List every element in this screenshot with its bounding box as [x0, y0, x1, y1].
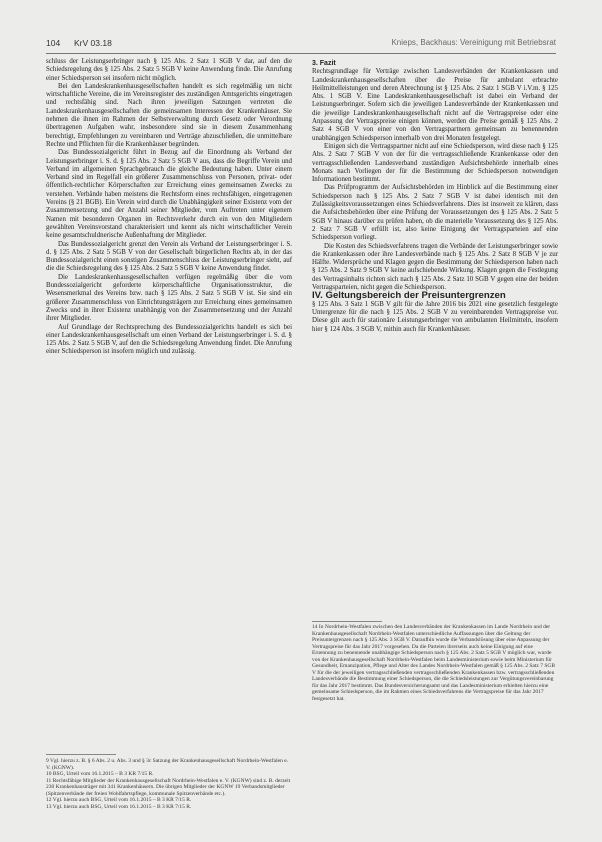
paragraph: Das Bundessozialgericht grenzt den Verein als Verband der Leistungserbringer i. S. d. § 125 Abs. 2 Satz 5 SGB V von der Gesellschaft bürgerlichen Rechts ab, in der das Bundessozialgericht einen sonstigen Zusammenschluss der Leistungserbringer sieht, auf die die Schiedsregelung des § 125 Abs. 2 Satz 5 SGB V keine Anwendung findet.: [46, 240, 292, 273]
paragraph: schluss der Leistungserbringer nach § 125 Abs. 2 Satz 1 SGB V dar, auf den die Schiedsregelung des § 125 Abs. 2 Satz 5 SGB V keine Anwendung finde. Die Anrufung einer Schiedsperson sei insofern nicht möglich.: [46, 58, 292, 82]
paragraph: Das Prüfprogramm der Aufsichtsbehörden im Hinblick auf die Bestimmung einer Schiedsperson nach § 125 Abs. 2 Satz 7 SGB V ist dabei identisch mit den Zulässigkeitsvoraussetzungen eines Schiedsverfahrens. Dies ist insoweit zu klären, dass die Aufsichtsbehörden über eine Prüfung der Voraussetzungen des § 125 Abs. 2 Satz 5 SGB V hinaus darüber zu prüfen haben, ob die materielle Voraussetzung des § 125 Abs. 2 Satz 7 SGB V erfüllt ist, also keine Einigung der Vertragsparteien auf eine Schiedsperson vorliegt.: [312, 184, 558, 242]
footnote: 14 In Nordrhein-Westfalen zwischen den Landesverbänden der Krankenkassen im Lande Nordrhein und der Krankenhausgesellschaft Nordrhein-Westfalen unterschiedliche Auffassungen über die Geltung der Preisuntergrenzen nach § 125 Abs. 3 SGB V. Daraufhin wurde die Verbandslösung über eine Anpassung der Vertragspreise für das Jahr 2017 vorgesehen. Da die Parteien ihrerseits auch keine Einigung auf eine Ernennung zu benennende unabhängige Schiedsperson nach § 125 Abs. 2 Satz 5 SGB V möglich war, wurde von der Krankenhausgesellschaft Nordrhein-Westfalen beim Landesministerium sowie beim Ministerium für Gesundheit, Emanzipation, Pflege und Alter des Landes Nordrhein-Westfalen gemäß § 125 Abs. 2 Satz 7 SGB V für die der jeweiligen vertragsschließenden vertragsschließenden Krankenkassen bzw. vertragsschließenden Landesverbände die Bestimmung einer Schiedsperson, die die Schiedsleistungen zur Vergütungsvereinbarung für das Jahr 2017 bestimmt. Das Bundesversicherungsamt und das Landesministerium erhielten hierzu eine gemeinsame Schiedsperson, die im Rahmen eines Schiedsverfahrens die Vertragspreise für das Jahr 2017 festgesetzt hat.: [312, 624, 556, 702]
running-title: Knieps, Backhaus: Vereinigung mit Betriebsrat: [391, 38, 556, 47]
footnote-rule: [46, 754, 116, 755]
paragraph: Bei den Landeskrankenhausgesellschaften handelt es sich regelmäßig um nicht wirtschaftliche Vereine, die im Vereinsregister des zuständigen Amtsgerichts eingetragen und rechtsfähig sind. Nach ihren jeweiligen Satzungen vertreten die Landeskrankenhausgesellschaften die gemeinsamen Interessen der Krankenhäuser. Sie nehmen die ihnen im Rahmen der Selbstverwaltung durch Gesetz oder Verordnung übertragenen Aufgaben wahr, insbesondere sind sie in diesem Zusammenhang berechtigt, Empfehlungen zu vereinbaren und Verträge abzuschließen, die unmittelbare Rechte und Pflichten für die Krankenhäuser begründen.: [46, 82, 292, 148]
journal-issue: KrV 03.18: [74, 38, 112, 48]
subheading: 3. Fazit: [312, 60, 336, 67]
paragraph: § 125 Abs. 3 Satz 1 SGB V gilt für die Jahre 2016 bis 2021 eine gesetzlich festgelegte Untergrenze für die nach § 125 Abs. 2 SGB V zu vereinbarenden Vertragspreise vor. Diese gilt auch für stationäre Leistungserbringer von ambulanten Heilmitteln, insofern hier § 124 Abs. 3 SGB V, mithin auch für Krankenhäuser.: [312, 300, 558, 333]
footnote: 9 Vgl. hierzu z. B. § 6 Abs. 2 u. Abs. 3 und § 3c Satzung der Krankenhausgesellschaft Nordrhein-Westfalen e. V. (KGNW).: [46, 758, 289, 771]
page-number: 104: [46, 38, 61, 48]
paragraph: Auf Grundlage der Rechtsprechung des Bundessozialgerichts handelt es sich bei einer Landeskrankenhausgesellschaft um einen Verband der Leistungserbringer i. S. d. § 125 Abs. 2 Satz 5 SGB V, auf den die Schiedsregelung Anwendung findet. Die Anrufung einer Schiedsperson ist insofern möglich und zulässig.: [46, 323, 292, 356]
right-footnotes: [312, 624, 558, 702]
section-heading: IV. Geltungsbereich der Preisuntergrenzen: [312, 290, 506, 302]
paragraph: Die Landeskrankenhausgesellschaften verfügen regelmäßig über die vom Bundessozialgericht geforderte körperschaftliche Organisationsstruktur, die Wesensmerkmal des Vereins bzw. nach § 125 Abs. 2 Satz 5 SGB V ist. Sie sind ein größerer Zusammenschluss von Einrichtungsträgern zur Erreichung eines gemeinsamen Zwecks und in ihrer Existenz unabhängig von der Zusammensetzung und der Anzahl ihrer Mitglieder.: [46, 273, 292, 323]
paragraph: Einigen sich die Vertragspartner nicht auf eine Schiedsperson, wird diese nach § 125 Abs. 2 Satz 7 SGB V von der für die vertragsschließende Krankenkasse oder den vertragsschließenden Landesverband zuständigen Aufsichtsbehörde innerhalb eines Monats nach Vorliegen der für die Bestimmung der Schiedsperson notwendigen Informationen bestimmt.: [312, 142, 558, 184]
header-rule: [46, 53, 556, 54]
footnote: 10 BSG, Urteil vom 16.1.2015 – B 3 KR 7/15 R.: [46, 771, 154, 777]
left-column: [46, 58, 292, 357]
paragraph: Die Kosten des Schiedsverfahrens tragen die Verbände der Leistungserbringer sowie die Krankenkassen oder ihre Landesverbände nach § 125 Abs. 2 Satz 8 SGB V je zur Hälfte. Widersprüche und Klagen gegen die Bestimmung der Schiedsperson haben nach § 125 Abs. 2 Satz 9 SGB V keine aufschiebende Wirkung. Klagen gegen die Festlegung des Vertragsinhalts richten sich nach § 125 Abs. 2 Satz 10 SGB V gegen eine der beiden Vertragsparteien, nicht gegen die Schiedsperson.: [312, 242, 558, 292]
paragraph: Das Bundessozialgericht führt in Bezug auf die Einordnung als Verband der Leistungserbringer i. S. d. § 125 Abs. 2 Satz 5 SGB V aus, dass die Begriffe Verein und Verband im allgemeinen Sprachgebrauch die gleiche Bedeutung haben. Unter einem Verband sind im Regelfall ein größerer Zusammenschluss von Personen, privat- oder öffentlich-rechtlicher Körperschaften zur Erreichung eines gemeinsamen Zwecks zu verstehen. Verbände haben meistens die Rechtsform eines rechtsfähigen, eingetragenen Vereins (§ 21 BGB). Ein Verein wird durch die Unabhängigkeit seiner Existenz vom der Zusammensetzung und der Anzahl seiner Mitglieder, vom Auftreten unter eigenem Namen mit besonderen Organen im Rechtsverkehr durch ein von den Mitgliedern gewählten Vereinsvorstand charakterisiert und kennt als nicht wirtschaftlicher Verein keine gesamtschuldnerische Außenhaftung der Mitglieder.: [46, 149, 292, 240]
footnote: 11 Rechtsfähige Mitglieder der Krankenhausgesellschaft Nordrhein-Westfalen e. V. (KGNW) sind z. B. derzeit 230 Krankenhausträger mit 341 Krankenhäusern. Die übrigen Mitglieder der KGNW 19 Verbandsmitglieder (Spitzenverbände der freien Wohlfahrtspflege, kommunale Spitzenverbände etc.).: [46, 777, 291, 797]
footnote: 12 Vgl. hierzu auch BSG, Urteil vom 16.1.2015 – B 3 KR 7/15 R.: [46, 797, 192, 803]
footnote-rule: [312, 621, 382, 622]
left-footnotes: [46, 758, 292, 810]
page-header: [46, 38, 556, 52]
footnote: 13 Vgl. hierzu auch BSG, Urteil vom 16.1.2015 – B 3 KR 7/15 R.: [46, 803, 192, 810]
right-column: [312, 60, 558, 334]
paragraph: Rechtsgrundlage für Verträge zwischen Landesverbänden der Krankenkassen und Landeskrankenhausgesellschaften über die Preise für ambulant erbrachte Heilmittelleistungen und deren Abrechnung ist § 125 Abs. 2 Satz 1 SGB V i.V.m. § 125 Abs. 1 SGB V. Eine Landeskrankenhausgesellschaft ist dabei ein Verband der Leistungserbringer. Sofern sich die jeweiligen Landesverbände der Krankenkassen und die jeweilige Landeskrankenhausgesellschaft nicht auf die Vertragspreise oder eine Anpassung der Vertragspreise einigen können, werden die Preise gemäß § 125 Abs. 2 Satz 4 SGB V von einer von den Vertragspartnern gemeinsam zu benennenden unabhängigen Schiedsperson innerhalb von drei Monaten festgelegt.: [312, 68, 558, 142]
